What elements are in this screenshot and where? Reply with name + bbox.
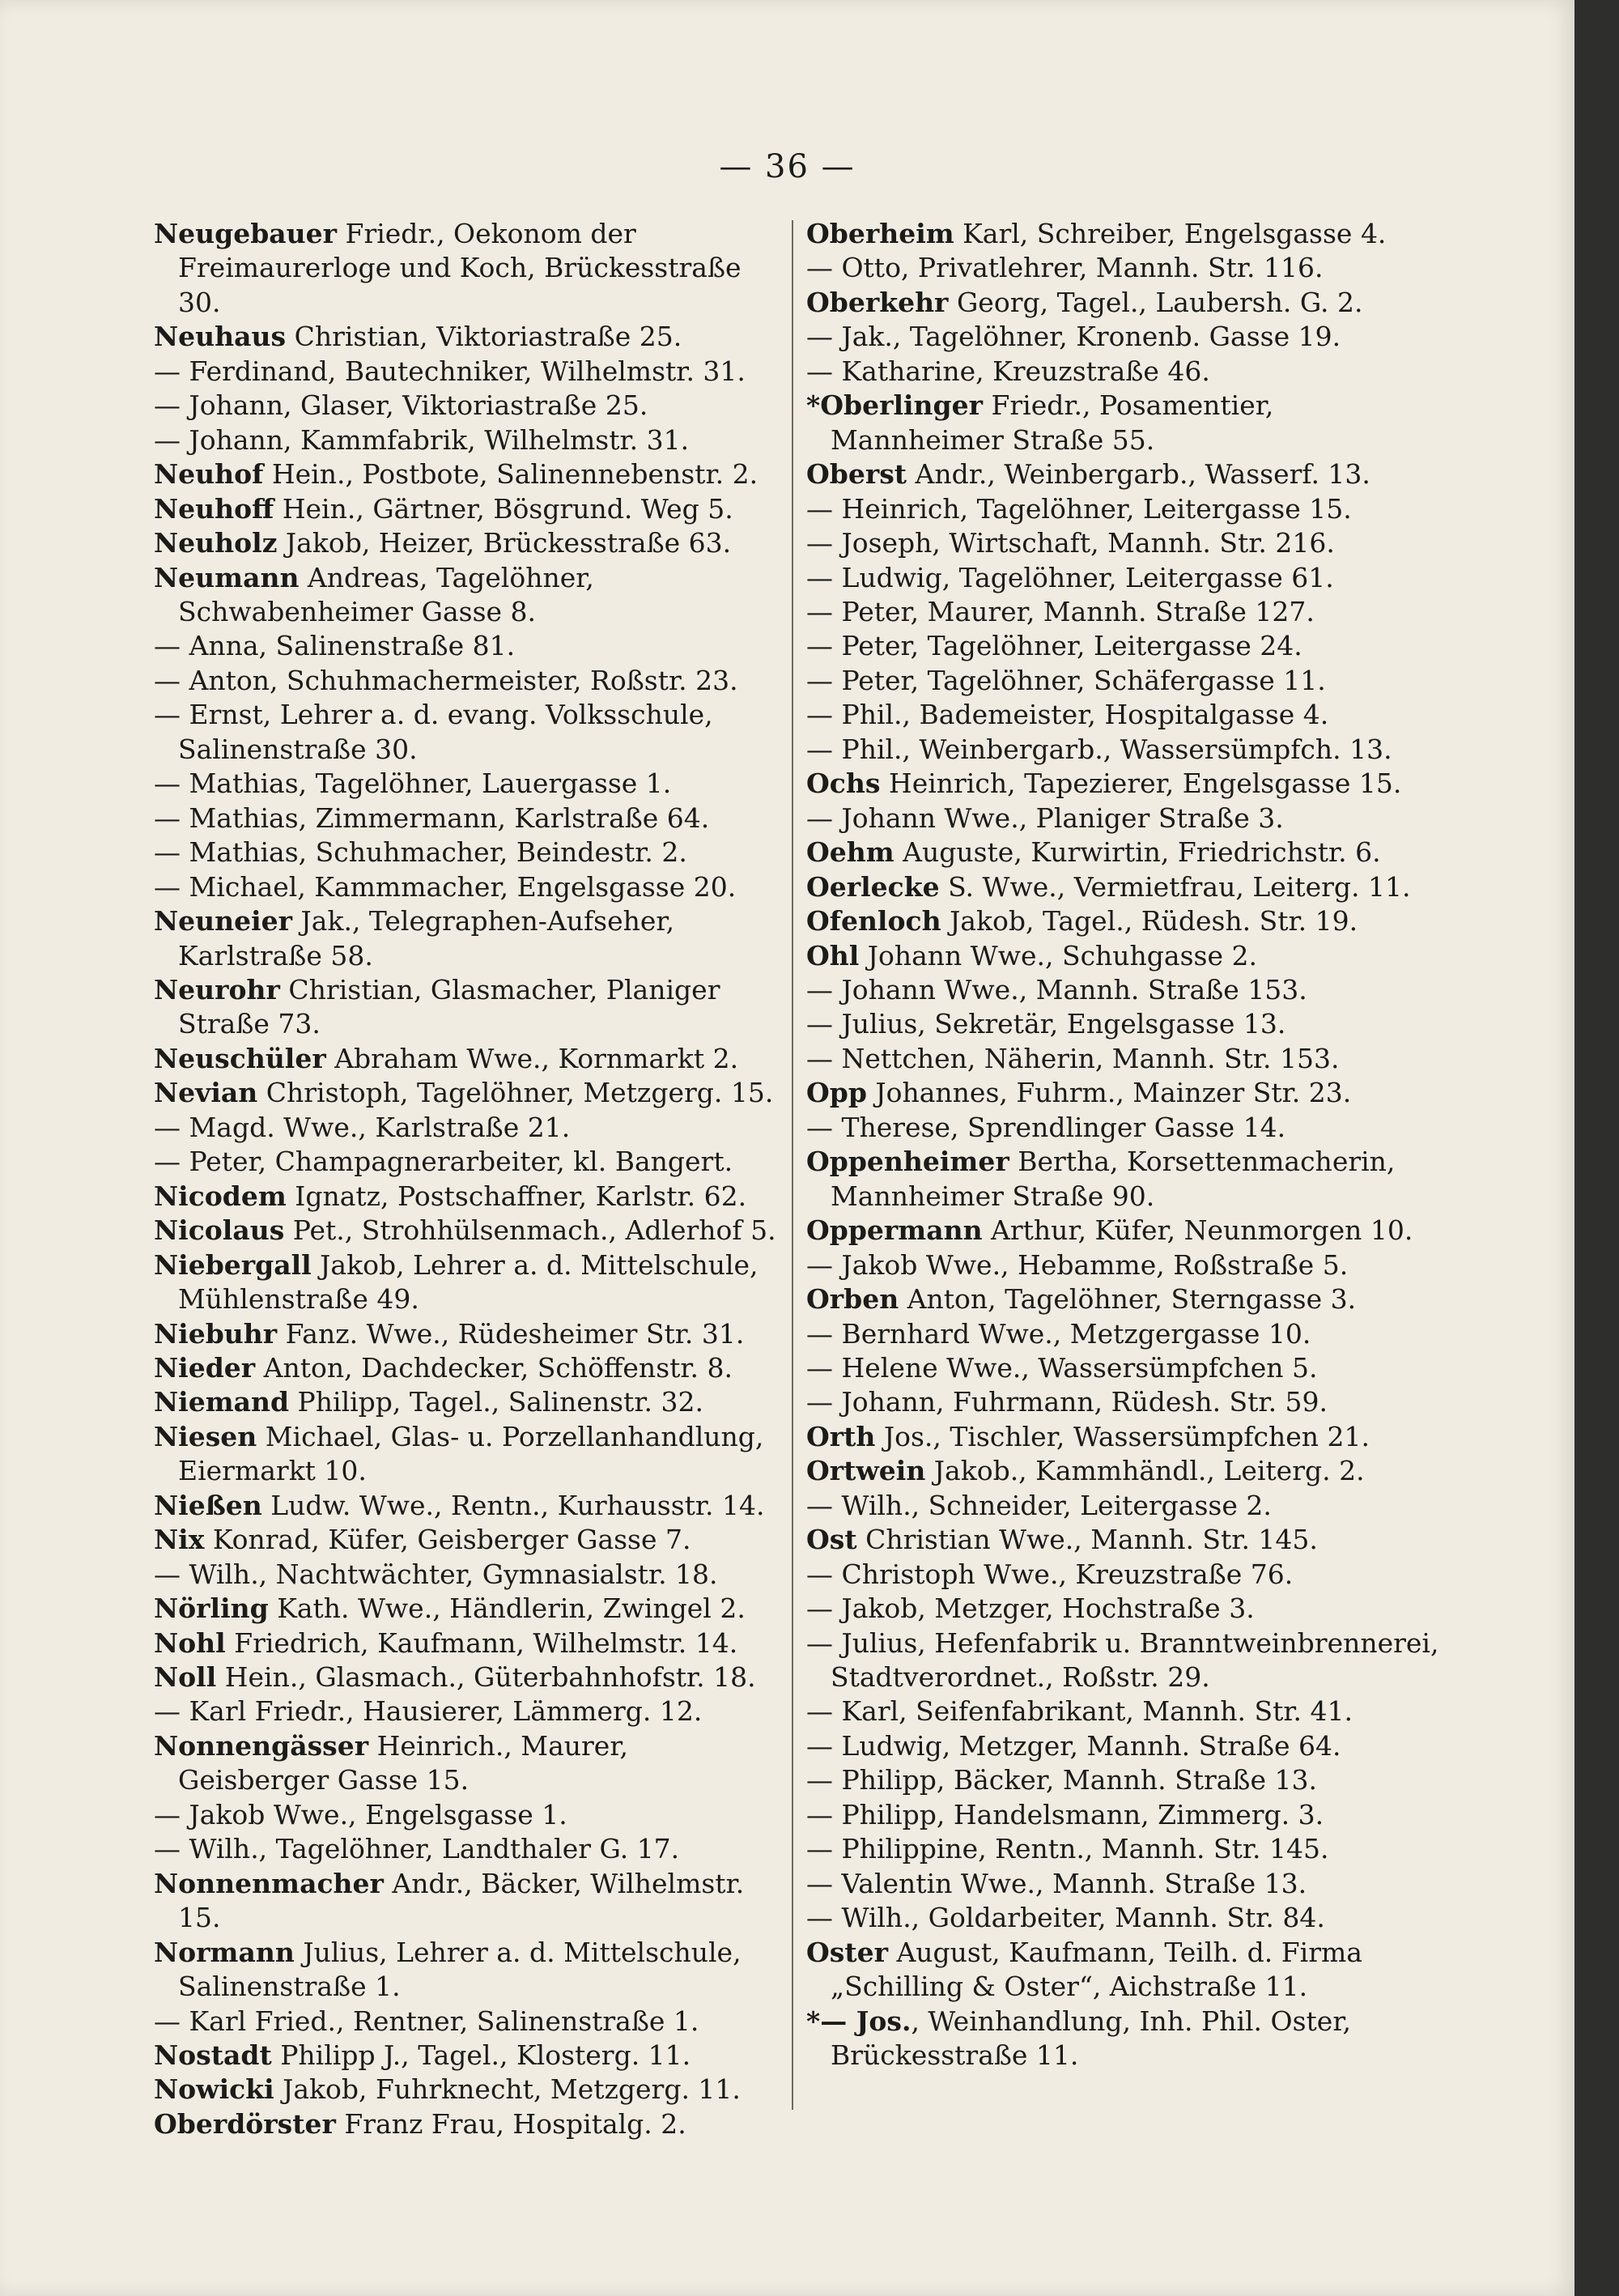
directory-entry [154, 1248, 785, 1317]
entry-details: — Joseph, Wirtschaft, Mannh. Str. 216. [806, 527, 1335, 559]
directory-entry [154, 1832, 785, 1866]
directory-entry [806, 1317, 1446, 1351]
entry-details: — Peter, Tagelöhner, Leitergasse 24. [806, 630, 1302, 662]
entry-details: — Therese, Sprendlinger Gasse 14. [806, 1111, 1286, 1143]
entry-surname: Oehm [806, 836, 894, 869]
entry-details: — Wilh., Goldarbeiter, Mannh. Str. 84. [806, 1902, 1325, 1934]
directory-entry [806, 1385, 1446, 1419]
entry-details: — Karl, Seifenfabrikant, Mannh. Str. 41. [806, 1695, 1353, 1728]
directory-entry [806, 1763, 1446, 1797]
entry-details: — Johann, Fuhrmann, Rüdesh. Str. 59. [806, 1386, 1328, 1418]
entry-details: Philipp J., Tagel., Klosterg. 11. [271, 2039, 691, 2072]
entry-surname: Neuhof [154, 458, 264, 491]
directory-entry [806, 1042, 1446, 1076]
entry-surname: Neuhoff [154, 492, 274, 525]
entry-surname: Niemand [154, 1386, 290, 1418]
directory-entry [806, 1729, 1446, 1763]
entry-details: — Karl Friedr., Hausierer, Lämmerg. 12. [154, 1695, 703, 1728]
entry-surname: Ofenloch [806, 905, 941, 938]
entry-details: — Mathias, Tagelöhner, Lauergasse 1. [154, 767, 672, 800]
entry-details: — Bernhard Wwe., Metzgergasse 10. [806, 1317, 1311, 1350]
directory-entry [154, 629, 785, 663]
directory-entry [154, 423, 785, 457]
entry-surname: Neuneier [154, 905, 293, 938]
entry-details: — Johann Wwe., Mannh. Straße 153. [806, 973, 1307, 1006]
entry-details: Julius, Lehrer a. d. Mittelschule, Salinenstraße 1. [178, 1936, 742, 2003]
directory-entry [806, 251, 1446, 285]
entry-details: Jakob, Fuhrknecht, Metzgerg. 11. [274, 2073, 741, 2106]
entry-surname: Niebuhr [154, 1317, 278, 1350]
entry-surname: Nowicki [154, 2073, 274, 2106]
directory-entry [806, 1523, 1446, 1557]
directory-entry [154, 2073, 785, 2107]
entry-details: Bertha, Korsettenmacherin, Mannheimer Straße 90. [831, 1146, 1396, 1212]
entry-details: — Mathias, Zimmermann, Karlstraße 64. [154, 801, 710, 834]
entry-surname: Orth [806, 1420, 876, 1452]
directory-entry [806, 1936, 1446, 2005]
entry-details: Konrad, Küfer, Geisberger Gasse 7. [204, 1524, 691, 1556]
directory-entry [806, 1798, 1446, 1832]
entry-details: — Peter, Maurer, Mannh. Straße 127. [806, 595, 1315, 627]
directory-entry [154, 1076, 785, 1110]
entry-details: Karl, Schreiber, Engelsgasse 4. [954, 218, 1387, 249]
directory-entry [806, 1111, 1446, 1145]
entry-details: Jakob, Heizer, Brückesstraße 63. [277, 527, 732, 559]
entry-surname: Niebergall [154, 1248, 312, 1281]
directory-entry [154, 561, 785, 630]
directory-entry [154, 1660, 785, 1694]
entry-details: — Philipp, Bäcker, Mannh. Straße 13. [806, 1764, 1317, 1796]
entry-details: Jak., Telegraphen-Aufseher, Karlstraße 58. [178, 905, 675, 972]
entry-details: Friedrich, Kaufmann, Wilhelmstr. 14. [225, 1626, 738, 1659]
entry-details: — Peter, Champagnerarbeiter, kl. Bangert. [154, 1146, 733, 1178]
entry-details: Friedr., Posamentier, Mannheimer Straße 55. [831, 389, 1274, 456]
directory-entry [154, 457, 785, 491]
entry-surname: Ochs [806, 767, 881, 800]
directory-entry [806, 1007, 1446, 1041]
directory-entry [154, 1420, 785, 1489]
entry-surname: Nörling [154, 1592, 269, 1625]
entry-details: Christian, Viktoriastraße 25. [286, 321, 682, 353]
entry-details: Hein., Postbote, Salinennebenstr. 2. [263, 458, 759, 491]
directory-entry [154, 664, 785, 698]
entry-details: Heinrich, Tapezierer, Engelsgasse 15. [880, 767, 1402, 800]
entry-details: Kath. Wwe., Händlerin, Zwingel 2. [268, 1592, 746, 1625]
directory-entry [806, 561, 1446, 595]
directory-entry [806, 1558, 1446, 1592]
directory-entry [154, 526, 785, 560]
entry-surname: Neuholz [154, 527, 278, 559]
directory-entry [806, 939, 1446, 973]
entry-details: Johannes, Fuhrm., Mainzer Str. 23. [866, 1077, 1352, 1109]
directory-entry [806, 1489, 1446, 1523]
directory-entry [154, 320, 785, 354]
entry-surname: Normann [154, 1936, 295, 1968]
entry-surname: Nonnengässer [154, 1729, 369, 1762]
directory-entry [154, 1111, 785, 1145]
entry-details: Jakob., Kammhändl., Leiterg. 2. [925, 1455, 1365, 1487]
entry-details: — Julius, Sekretär, Engelsgasse 13. [806, 1008, 1286, 1040]
entry-details: Andr., Bäcker, Wilhelmstr. 15. [178, 1867, 745, 1934]
entry-details: — Johann, Kammfabrik, Wilhelmstr. 31. [154, 423, 690, 456]
entry-details: — Phil., Bademeister, Hospitalgasse 4. [806, 699, 1329, 731]
left-column [154, 217, 785, 2141]
entry-details: — Magd. Wwe., Karlstraße 21. [154, 1111, 571, 1143]
entry-details: Franz Frau, Hospitalg. 2. [335, 2107, 686, 2140]
directory-entry [806, 1145, 1446, 1214]
directory-entry [806, 1076, 1446, 1110]
directory-entry [154, 1558, 785, 1592]
entry-details: S. Wwe., Vermietfrau, Leiterg. 11. [939, 870, 1411, 903]
directory-entry [806, 733, 1446, 767]
entry-surname: Nicolaus [154, 1214, 285, 1247]
directory-entry [154, 355, 785, 389]
entry-details: Georg, Tagel., Laubersh. G. 2. [948, 286, 1363, 318]
entry-details: — Ludwig, Tagelöhner, Leitergasse 61. [806, 561, 1334, 593]
directory-entry [806, 698, 1446, 732]
entry-details: Hein., Glasmach., Güterbahnhofstr. 18. [216, 1661, 756, 1694]
directory-entry [154, 1489, 785, 1523]
entry-details: — Helene Wwe., Wassersümpfchen 5. [806, 1351, 1318, 1384]
entry-details: Auguste, Kurwirtin, Friedrichstr. 6. [894, 836, 1381, 869]
entry-details: — Michael, Kammmacher, Engelsgasse 20. [154, 870, 737, 903]
directory-entry [806, 629, 1446, 663]
entry-details: — Jak., Tagelöhner, Kronenb. Gasse 19. [806, 321, 1341, 353]
directory-entry [154, 904, 785, 973]
entry-surname: Ortwein [806, 1455, 926, 1487]
directory-entry [806, 595, 1446, 629]
entry-details: — Ferdinand, Bautechniker, Wilhelmstr. 31. [154, 355, 746, 387]
entry-surname: Oppenheimer [806, 1146, 1009, 1178]
entry-details: Christian Wwe., Mannh. Str. 145. [856, 1524, 1318, 1556]
entry-surname: Nießen [154, 1489, 262, 1521]
entry-details: — Anna, Salinenstraße 81. [154, 630, 516, 662]
directory-entry [154, 1592, 785, 1626]
directory-entry [806, 1592, 1446, 1626]
directory-entry [154, 1626, 785, 1660]
entry-surname: Opp [806, 1077, 867, 1109]
entry-surname: Neuschüler [154, 1042, 326, 1074]
entry-surname: Niesen [154, 1420, 257, 1452]
directory-entry [806, 1282, 1446, 1316]
directory-entry [806, 1454, 1446, 1488]
directory-entry [154, 2107, 785, 2141]
directory-entry [154, 835, 785, 870]
entry-surname: Nostadt [154, 2039, 272, 2072]
entry-details: Christoph, Tagelöhner, Metzgerg. 15. [257, 1077, 774, 1109]
directory-entry [154, 2039, 785, 2073]
directory-entry [806, 492, 1446, 526]
entry-surname: Nevian [154, 1077, 258, 1109]
directory-entry [806, 1351, 1446, 1385]
entry-details: — Nettchen, Näherin, Mannh. Str. 153. [806, 1042, 1340, 1074]
directory-entry [154, 1145, 785, 1179]
directory-entry [154, 1214, 785, 1248]
column-divider [792, 220, 793, 2110]
entry-surname: Nix [154, 1524, 205, 1556]
entry-surname: Nonnenmacher [154, 1867, 384, 1899]
directory-entry [806, 1420, 1446, 1454]
entry-details: — Jakob Wwe., Engelsgasse 1. [154, 1798, 567, 1830]
directory-entry [806, 286, 1446, 320]
directory-entry [806, 1248, 1446, 1282]
entry-surname: Neuhaus [154, 321, 287, 353]
entry-surname: Nicodem [154, 1180, 287, 1212]
directory-entry [154, 1180, 785, 1214]
entry-details: Andr., Weinbergarb., Wasserf. 13. [907, 458, 1370, 491]
entry-surname: Neugebauer [154, 218, 338, 249]
directory-entry [806, 2005, 1446, 2073]
directory-entry [806, 1867, 1446, 1901]
directory-entry [806, 904, 1446, 938]
directory-entry [806, 389, 1446, 457]
directory-entry [154, 1385, 785, 1419]
directory-entry [806, 664, 1446, 698]
entry-details: — Valentin Wwe., Mannh. Straße 13. [806, 1867, 1307, 1899]
entry-details: Hein., Gärtner, Bösgrund. Weg 5. [274, 492, 733, 525]
entry-details: Heinrich., Maurer, Geisberger Gasse 15. [178, 1729, 628, 1796]
directory-entry [154, 492, 785, 526]
directory-entry [806, 801, 1446, 835]
entry-surname: Oberdörster [154, 2107, 336, 2140]
entry-surname: *— Jos. [806, 2005, 911, 2037]
entry-details: Andreas, Tagelöhner, Schwabenheimer Gasse 8. [178, 561, 594, 627]
entry-details: — Wilh., Schneider, Leitergasse 2. [806, 1489, 1272, 1521]
directory-entry [154, 698, 785, 767]
entry-surname: Oberkehr [806, 286, 949, 318]
entry-surname: *Oberlinger [806, 389, 983, 422]
directory-entry [806, 320, 1446, 354]
entry-details: Arthur, Küfer, Neunmorgen 10. [982, 1214, 1413, 1247]
directory-entry [154, 1523, 785, 1557]
directory-entry [154, 1936, 785, 2005]
directory-entry [806, 355, 1446, 389]
entry-details: — Katharine, Kreuzstraße 46. [806, 355, 1210, 387]
directory-entry [154, 1798, 785, 1832]
entry-details: — Ludwig, Metzger, Mannh. Straße 64. [806, 1729, 1341, 1762]
entry-details: Anton, Dachdecker, Schöffenstr. 8. [255, 1351, 733, 1384]
entry-details: — Ernst, Lehrer a. d. evang. Volksschule, Salinenstraße 30. [154, 699, 713, 765]
entry-details: — Phil., Weinbergarb., Wassersümpfch. 13. [806, 733, 1392, 765]
directory-entry [154, 801, 785, 835]
entry-surname: Oppermann [806, 1214, 983, 1247]
entry-details: , Weinhandlung, Inh. Phil. Oster, Brückesstraße 11. [831, 2005, 1351, 2072]
directory-entry [154, 1351, 785, 1385]
entry-details: — Jakob Wwe., Hebamme, Roßstraße 5. [806, 1248, 1349, 1281]
entry-details: August, Kaufmann, Teilh. d. Firma „Schilling & Oster“, Aichstraße 11. [831, 1936, 1362, 2003]
directory-entry [154, 1729, 785, 1798]
scan-edge [1574, 0, 1619, 2296]
entry-details: Fanz. Wwe., Rüdesheimer Str. 31. [277, 1317, 745, 1350]
entry-details: — Wilh., Nachtwächter, Gymnasialstr. 18. [154, 1558, 718, 1590]
entry-details: — Wilh., Tagelöhner, Landthaler G. 17. [154, 1833, 680, 1865]
entry-surname: Neumann [154, 561, 300, 593]
directory-entry [806, 526, 1446, 560]
entry-details: — Otto, Privatlehrer, Mannh. Str. 116. [806, 252, 1324, 284]
entry-details: — Anton, Schuhmachermeister, Roßstr. 23. [154, 664, 738, 696]
directory-entry [154, 973, 785, 1042]
entry-details: Anton, Tagelöhner, Sterngasse 3. [899, 1283, 1357, 1316]
right-column [806, 217, 1446, 2073]
entry-details: — Mathias, Schuhmacher, Beindestr. 2. [154, 836, 687, 869]
entry-details: Jakob, Tagel., Rüdesh. Str. 19. [941, 905, 1358, 938]
directory-entry [154, 1694, 785, 1728]
entry-surname: Oberheim [806, 218, 954, 249]
directory-entry [154, 1867, 785, 1936]
entry-surname: Ohl [806, 939, 860, 972]
entry-details: — Julius, Hefenfabrik u. Branntweinbrennerei, Stadtverordnet., Roßstr. 29. [806, 1626, 1439, 1694]
directory-entry [154, 767, 785, 801]
entry-details: Pet., Strohhülsenmach., Adlerhof 5. [284, 1214, 776, 1247]
directory-entry [806, 1832, 1446, 1866]
entry-details: Johann Wwe., Schuhgasse 2. [859, 939, 1257, 972]
directory-entry [154, 389, 785, 423]
entry-details: Ignatz, Postschaffner, Karlstr. 62. [286, 1180, 747, 1212]
entry-surname: Oberst [806, 458, 907, 491]
entry-details: — Christoph Wwe., Kreuzstraße 76. [806, 1558, 1294, 1590]
directory-entry [806, 835, 1446, 870]
directory-entry [154, 1042, 785, 1076]
entry-surname: Oster [806, 1936, 888, 1968]
entry-details: Ludw. Wwe., Rentn., Kurhausstr. 14. [261, 1489, 765, 1521]
entry-details: — Johann, Glaser, Viktoriastraße 25. [154, 389, 648, 422]
entry-details: Philipp, Tagel., Salinenstr. 32. [289, 1386, 703, 1418]
entry-details: — Jakob, Metzger, Hochstraße 3. [806, 1592, 1255, 1625]
directory-entry [806, 1626, 1446, 1695]
directory-entry [806, 767, 1446, 801]
entry-surname: Noll [154, 1661, 217, 1694]
directory-entry [806, 1214, 1446, 1248]
directory-entry [806, 217, 1446, 251]
page-number: — 36 — [719, 148, 856, 185]
directory-entry [806, 973, 1446, 1007]
entry-details: Christian, Glasmacher, Planiger Straße 73. [178, 973, 720, 1040]
entry-details: — Philipp, Handelsmann, Zimmerg. 3. [806, 1798, 1324, 1830]
entry-details: — Heinrich, Tagelöhner, Leitergasse 15. [806, 492, 1352, 525]
entry-details: — Philippine, Rentn., Mannh. Str. 145. [806, 1833, 1329, 1865]
directory-entry [806, 457, 1446, 491]
entry-details: Michael, Glas- u. Porzellanhandlung, Eiermarkt 10. [178, 1420, 764, 1487]
entry-surname: Oerlecke [806, 870, 940, 903]
directory-entry [154, 870, 785, 904]
directory-entry [154, 217, 785, 320]
entry-surname: Neurohr [154, 973, 280, 1006]
entry-details: Abraham Wwe., Kornmarkt 2. [325, 1042, 739, 1074]
directory-entry [154, 1317, 785, 1351]
directory-entry [154, 2005, 785, 2039]
entry-details: — Johann Wwe., Planiger Straße 3. [806, 801, 1284, 834]
entry-details: — Karl Fried., Rentner, Salinenstraße 1. [154, 2005, 699, 2037]
entry-surname: Nieder [154, 1351, 256, 1384]
entry-details: Jakob, Lehrer a. d. Mittelschule, Mühlenstraße 49. [178, 1248, 759, 1316]
entry-details: — Peter, Tagelöhner, Schäfergasse 11. [806, 664, 1326, 696]
entry-surname: Ost [806, 1524, 857, 1556]
directory-entry [806, 1901, 1446, 1935]
entry-surname: Orben [806, 1283, 899, 1316]
directory-entry [806, 870, 1446, 904]
directory-entry [806, 1694, 1446, 1728]
entry-details: Jos., Tischler, Wassersümpfchen 21. [875, 1420, 1370, 1452]
entry-details: Friedr., Oekonom der Freimaurerloge und Koch, Brückesstraße 30. [178, 218, 742, 318]
entry-surname: Nohl [154, 1626, 226, 1659]
